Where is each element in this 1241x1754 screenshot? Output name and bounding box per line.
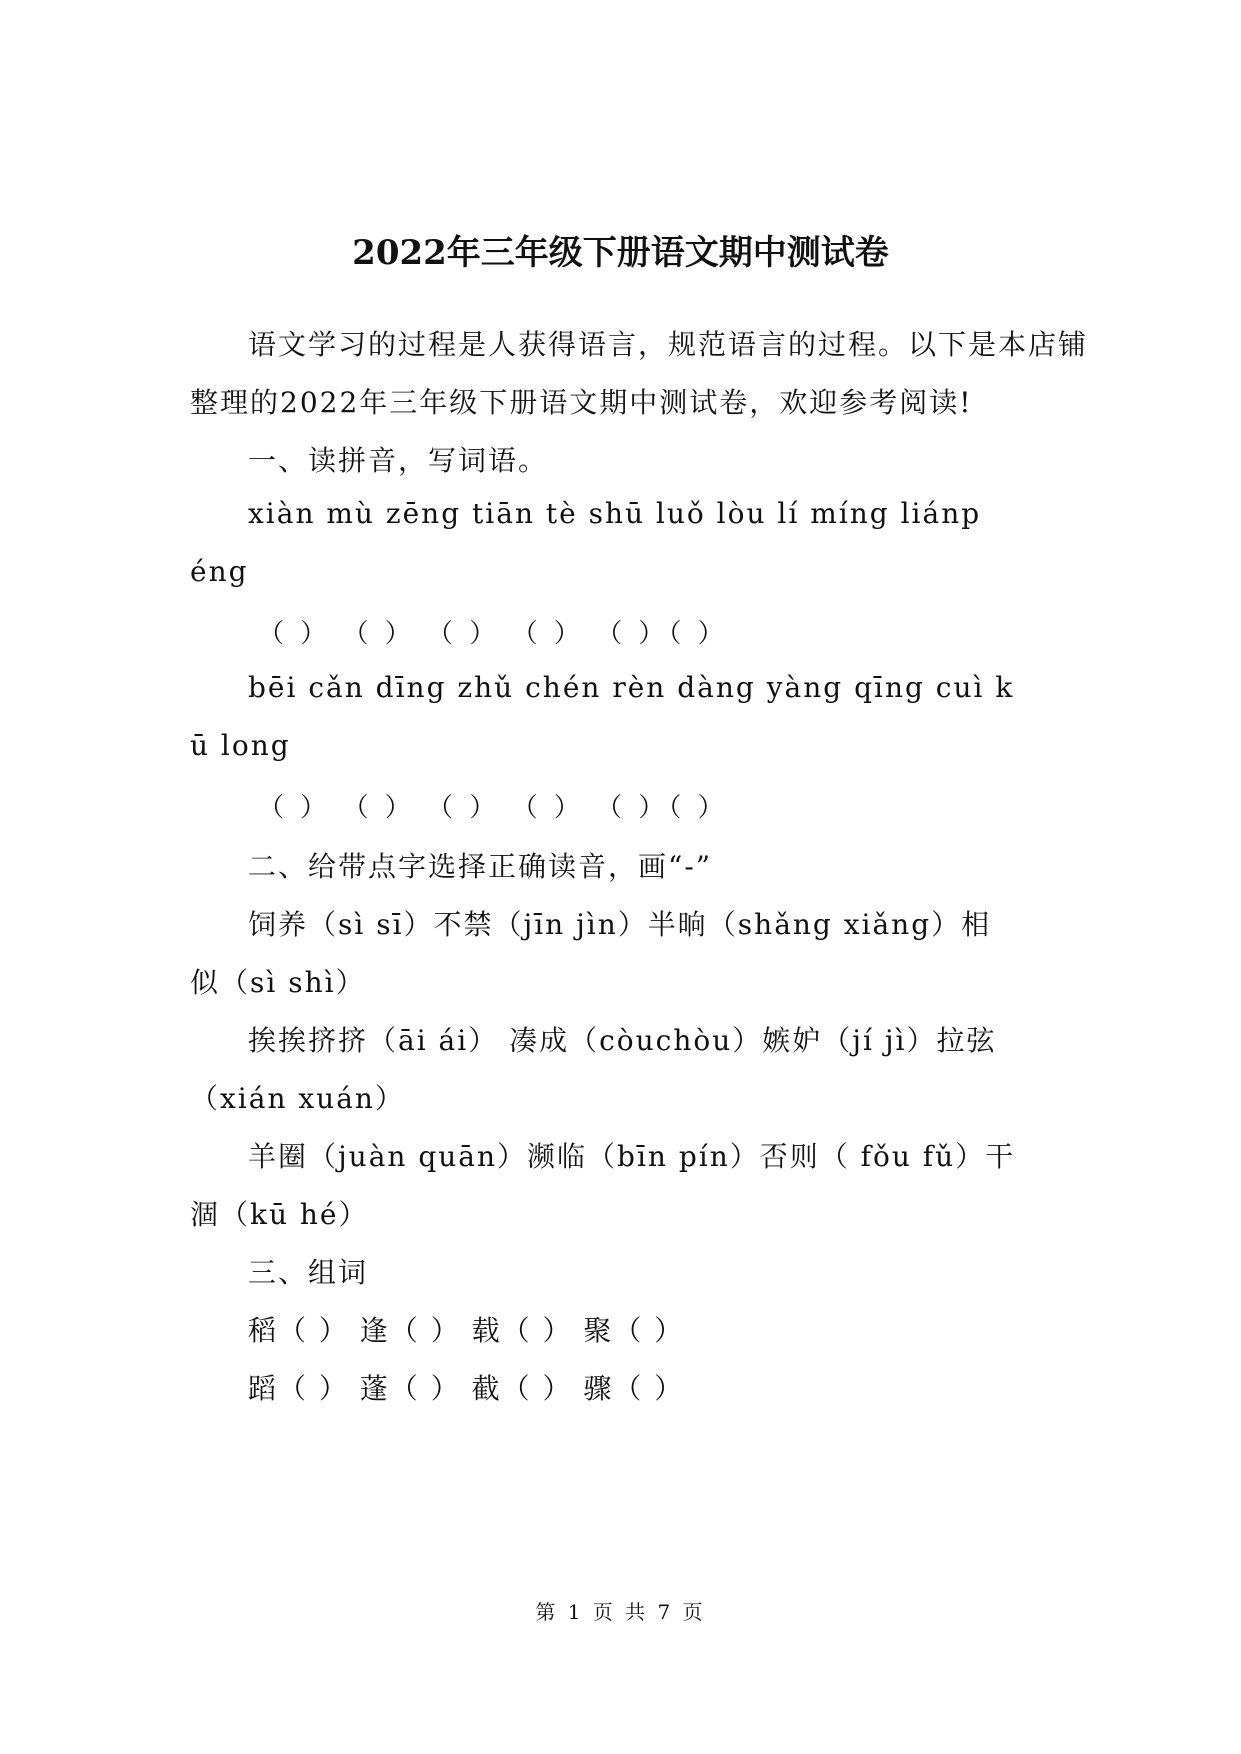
pinyin-row-1-line-1: xiàn mù zēng tiān tè shū luǒ lòu lí míng liánp	[248, 497, 982, 530]
reading-choice-row-1-line-2: 似（sì shì）	[190, 966, 366, 999]
pinyin-row-1-line-2: éng	[190, 555, 249, 588]
reading-choice-row-2-line-2: （xián xuán）	[190, 1082, 405, 1115]
reading-choice-row-3-line-2: 涸（kū hé）	[190, 1198, 369, 1231]
section-3-heading: 三、组词	[248, 1256, 369, 1289]
reading-choice-row-2-line-1: 挨挨挤挤（āi ái） 凑成（còuchòu）嫉妒（jí jì）拉弦	[248, 1024, 997, 1057]
reading-choice-row-3-line-1: 羊圈（juàn quān）濒临（bīn pín）否则（ fǒu fǔ）干	[248, 1140, 1016, 1173]
intro-paragraph-line-1: 语文学习的过程是人获得语言，规范语言的过程。以下是本店铺	[248, 328, 1089, 361]
pinyin-row-2-line-2: ū long	[190, 729, 291, 762]
document-title: 2022年三年级下册语文期中测试卷	[352, 233, 889, 273]
section-1-heading: 一、读拼音，写词语。	[248, 444, 549, 477]
pinyin-row-2-line-1: bēi cǎn dīng zhǔ chén rèn dàng yàng qīng cuì k	[248, 671, 1015, 704]
section-2-heading: 二、给带点字选择正确读音，画“-”	[248, 850, 713, 883]
page-footer: 第 1 页 共 7 页	[535, 1600, 706, 1624]
word-group-row-1: 稻（ ） 逢（ ） 载（ ） 聚（ ）	[248, 1314, 685, 1347]
answer-blanks-row-2: （ ） （ ） （ ） （ ） （ ）（ ）	[258, 793, 728, 823]
intro-paragraph-line-2: 整理的2022年三年级下册语文期中测试卷，欢迎参考阅读!	[190, 386, 973, 419]
answer-blanks-row-1: （ ） （ ） （ ） （ ） （ ）（ ）	[258, 619, 728, 649]
word-group-row-2: 蹈（ ） 蓬（ ） 截（ ） 骤（ ）	[248, 1372, 685, 1405]
reading-choice-row-1-line-1: 饲养（sì sī）不禁（jīn jìn）半晌（shǎng xiǎng）相	[248, 908, 992, 941]
